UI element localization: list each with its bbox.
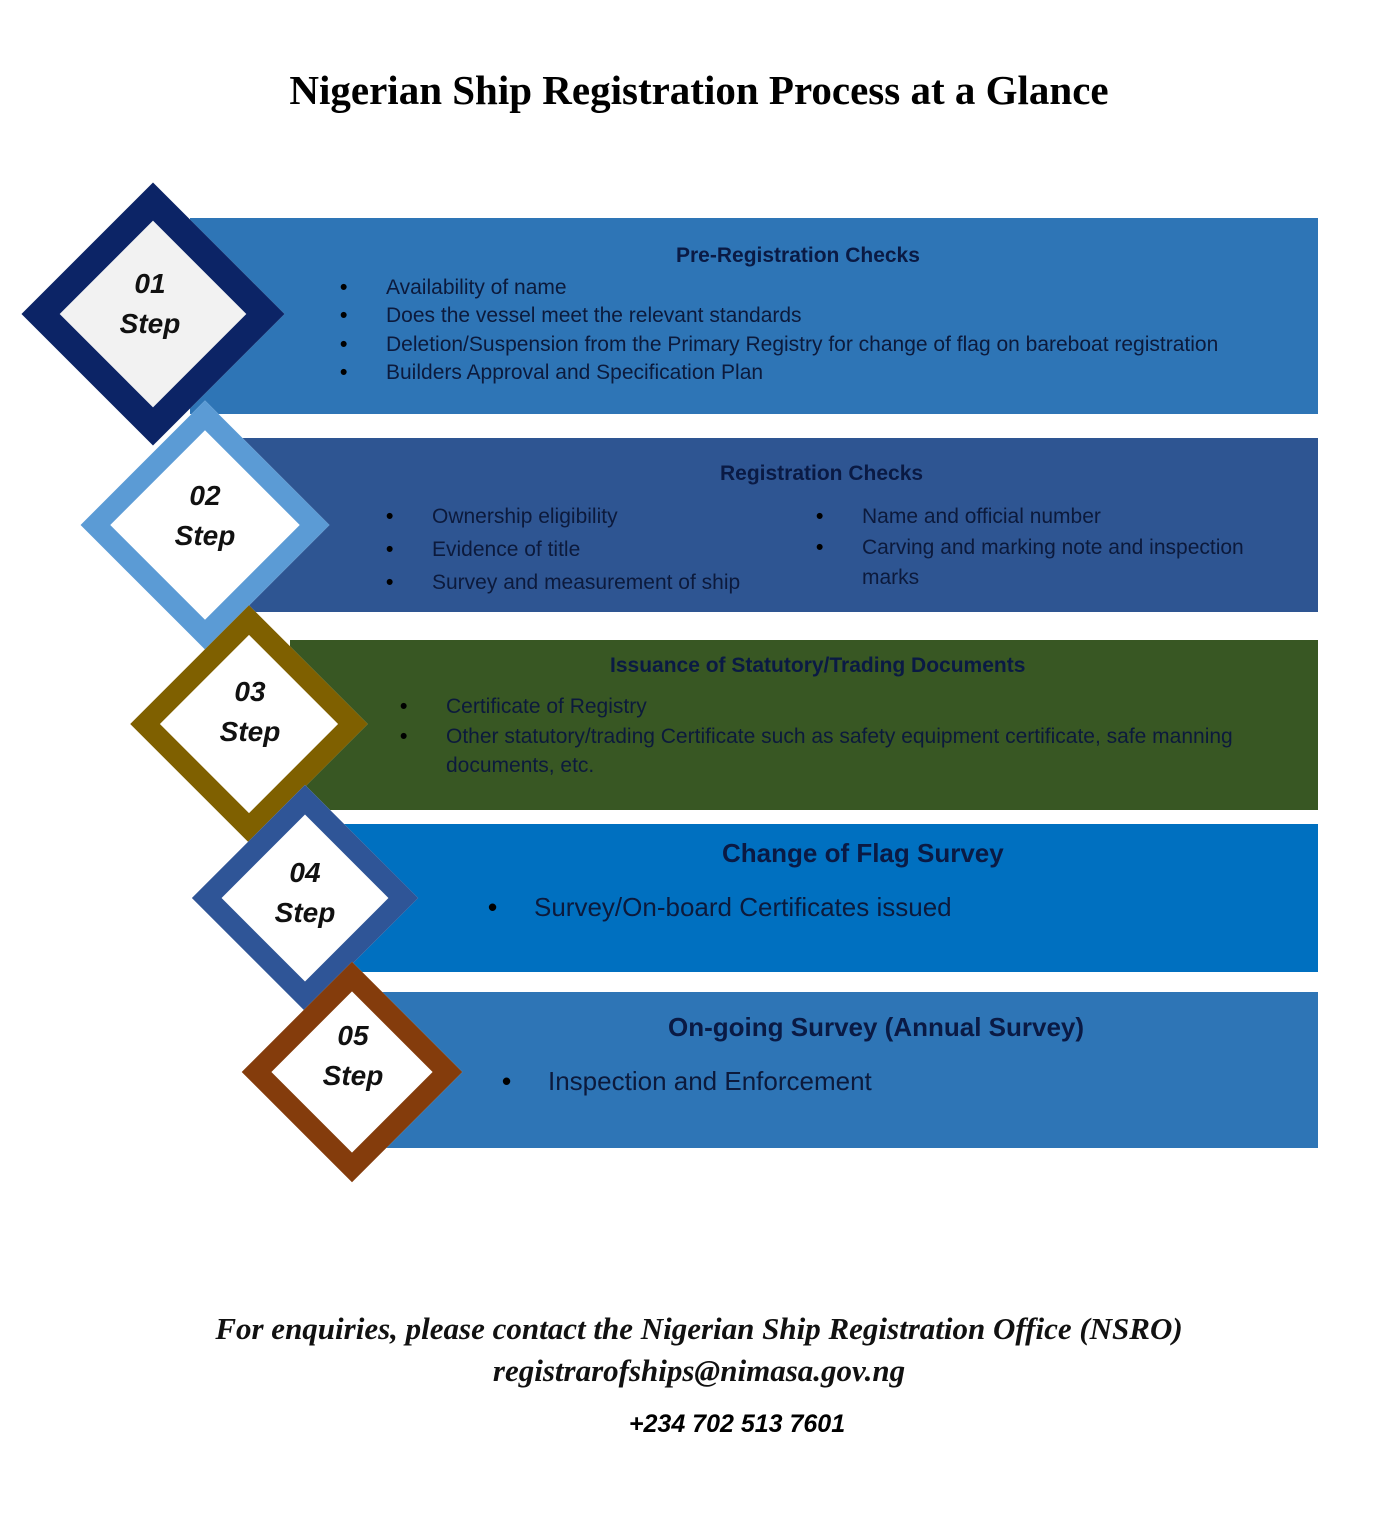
list-item: • Survey and measurement of ship [386, 566, 740, 599]
step-3-word: Step [219, 716, 281, 747]
step-4-list [488, 890, 952, 925]
step-2-word: Step [174, 520, 236, 551]
step-5-band [380, 992, 1318, 1148]
step-2-label [145, 476, 265, 556]
list-item: • Certificate of Registry [400, 692, 1300, 722]
step-3-list [400, 692, 1300, 780]
step-1-heading: Pre-Registration Checks [676, 244, 920, 267]
step-1-list [340, 274, 1218, 387]
list-item: • Ownership eligibility [386, 500, 740, 533]
list-item: • Other statutory/trading Certificate such as safety equipment certificate, safe manning documents, etc. [400, 722, 1300, 780]
contact-phone: +234 702 513 7601 [628, 1410, 846, 1438]
step-4-label [245, 853, 365, 933]
step-3-heading: Issuance of Statutory/Trading Documents [610, 654, 1026, 677]
list-item: • Name and official number [816, 500, 1256, 533]
step-2-list-right [816, 500, 1256, 593]
step-3-label [190, 672, 310, 752]
step-2-number: 02 [189, 480, 221, 511]
step-4-band [340, 824, 1318, 972]
step-4-word: Step [274, 897, 336, 928]
list-item: • Carving and marking note and inspection marks [816, 533, 1256, 593]
step-2-list-left [386, 500, 740, 599]
step-2-band [240, 438, 1318, 612]
step-5-list [502, 1064, 872, 1099]
step-3-number: 03 [234, 676, 266, 707]
step-1-word: Step [119, 308, 181, 339]
step-3-band [290, 640, 1318, 810]
step-5-heading: On-going Survey (Annual Survey) [668, 1012, 1085, 1042]
list-item: • Survey/On-board Certificates issued [488, 890, 952, 925]
step-4-heading: Change of Flag Survey [722, 838, 1004, 868]
step-5-word: Step [322, 1060, 384, 1091]
list-item: • Inspection and Enforcement [502, 1064, 872, 1099]
list-item: • Builders Approval and Specification Plan [340, 359, 1218, 387]
step-1-number: 01 [134, 268, 166, 299]
list-item: • Evidence of title [386, 533, 740, 566]
step-1-band [190, 218, 1318, 414]
step-4-number: 04 [289, 857, 321, 888]
list-item: • Deletion/Suspension from the Primary Registry for change of flag on bareboat registration [340, 331, 1218, 359]
enquiry-text: For enquiries, please contact the Nigerian Ship Registration Office (NSRO) [215, 1311, 1183, 1346]
step-1-label [90, 264, 210, 344]
step-5-number: 05 [337, 1020, 369, 1051]
list-item: • Availability of name [340, 274, 1218, 302]
list-item: • Does the vessel meet the relevant standards [340, 302, 1218, 330]
step-5-label [293, 1016, 413, 1096]
step-2-heading: Registration Checks [720, 462, 924, 485]
page-title: Nigerian Ship Registration Process at a Glance [289, 67, 1109, 113]
contact-email[interactable]: registrarofships@nimasa.gov.ng [492, 1353, 906, 1388]
